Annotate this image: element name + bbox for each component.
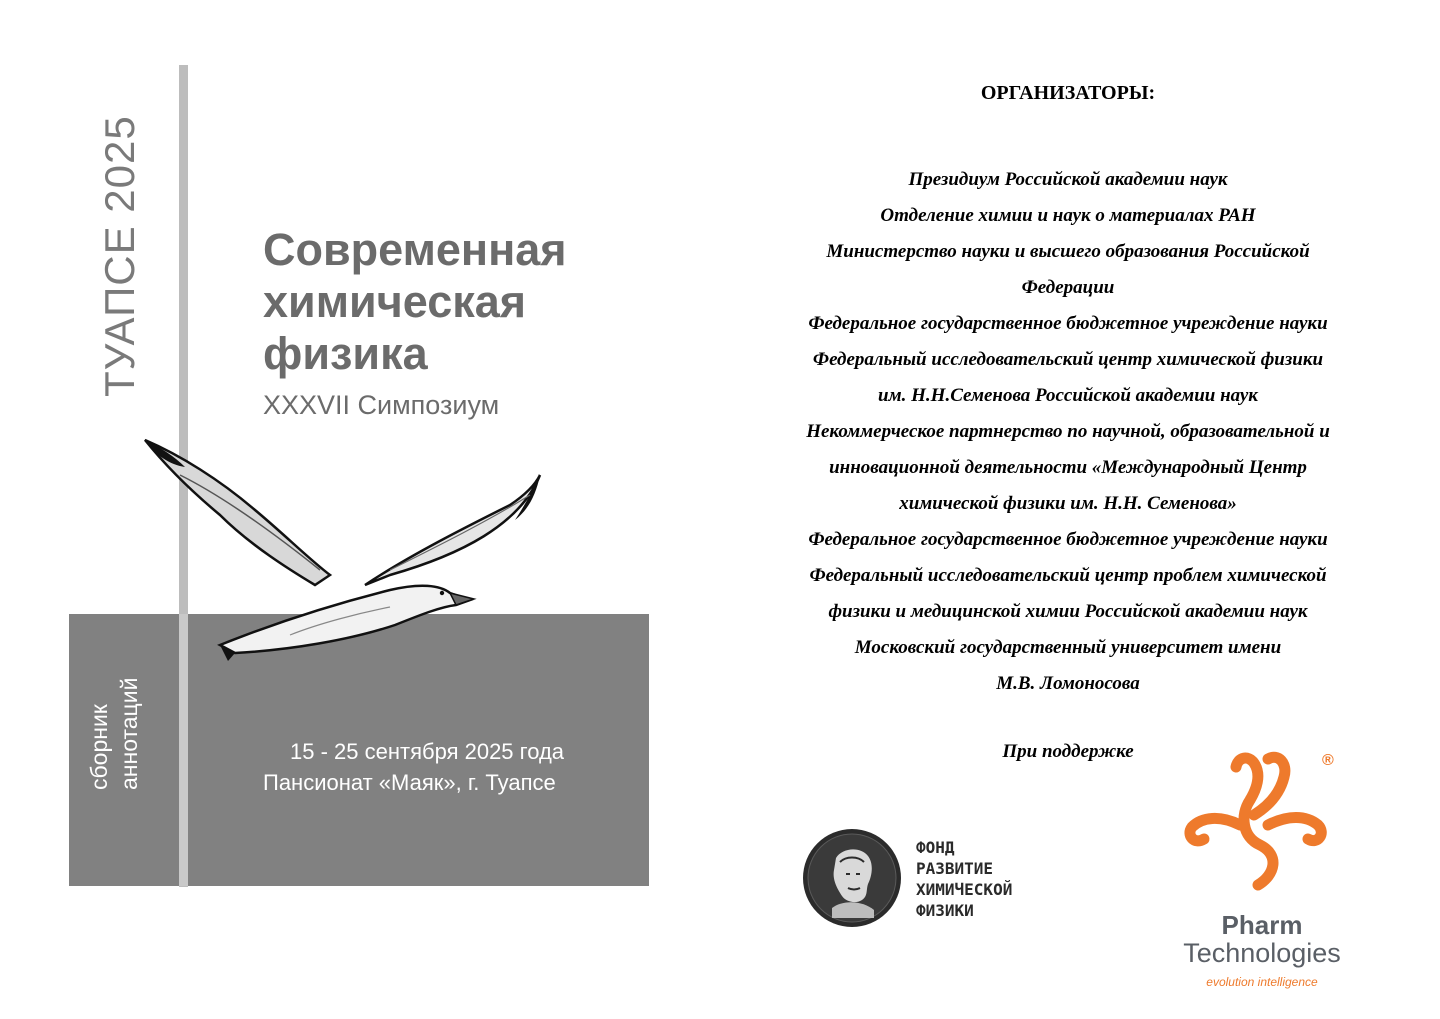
organizer-line: Федеральный исследовательский центр химической физики <box>812 349 1324 370</box>
organizer-line: Московский государственный университет имени <box>854 637 1282 658</box>
organizer-line: М.В. Ломоносова <box>996 673 1140 694</box>
title-line: химическая <box>263 276 527 327</box>
organizer-line: Министерство науки и высшего образования Российской <box>826 241 1310 262</box>
seagull-illustration <box>140 435 560 665</box>
cover-title <box>263 224 567 380</box>
pharm-name: Pharm <box>1221 910 1303 940</box>
event-dates: 15 - 25 сентября 2025 года <box>290 739 565 764</box>
organizer-line: им. Н.Н.Семенова Российской академии наук <box>878 385 1258 406</box>
registered-mark: ® <box>1322 752 1334 769</box>
city-year: ТУАПСЕ 2025 <box>96 115 143 397</box>
organizer-line: Федеральный исследовательский центр проблем химической <box>809 565 1327 586</box>
pharm-technologies-logo <box>1180 745 1340 895</box>
fund-name: ФОНД РАЗВИТИЕ ХИМИЧЕСКОЙ ФИЗИКИ <box>916 838 1013 920</box>
pharm-tagline: evolution intelligence <box>1206 975 1318 989</box>
pharm-technologies: Technologies <box>1183 938 1341 968</box>
event-venue: Пансионат «Маяк», г. Туапсе <box>263 770 556 795</box>
symposium-number: XXXVII Симпозиум <box>263 390 500 420</box>
organizer-line: Президиум Российской академии наук <box>908 169 1228 190</box>
title-line: физика <box>263 328 428 379</box>
organizer-line: инновационной деятельности «Международный Центр <box>829 457 1307 478</box>
organizer-line: химической физики им. Н.Н. Семенова» <box>899 493 1237 514</box>
title-line: Современная <box>263 224 567 275</box>
organizers-list <box>720 162 1416 702</box>
organizer-line: Федерации <box>1021 277 1115 298</box>
organizer-line: физики и медицинской химии Российской академии наук <box>828 601 1308 622</box>
support-label: При поддержке <box>1002 741 1134 762</box>
collection-label: сборник аннотаций <box>86 677 142 790</box>
organizer-line: Отделение химии и наук о материалах РАН <box>880 205 1256 226</box>
organizer-line: Федеральное государственное бюджетное учреждение науки <box>808 313 1328 334</box>
fund-portrait-logo <box>802 828 902 928</box>
organizer-line: Некоммерческое партнерство по научной, образовательной и <box>806 421 1330 442</box>
organizer-line: Федеральное государственное бюджетное учреждение науки <box>808 529 1328 550</box>
organizers-heading: ОРГАНИЗАТОРЫ: <box>980 82 1156 104</box>
